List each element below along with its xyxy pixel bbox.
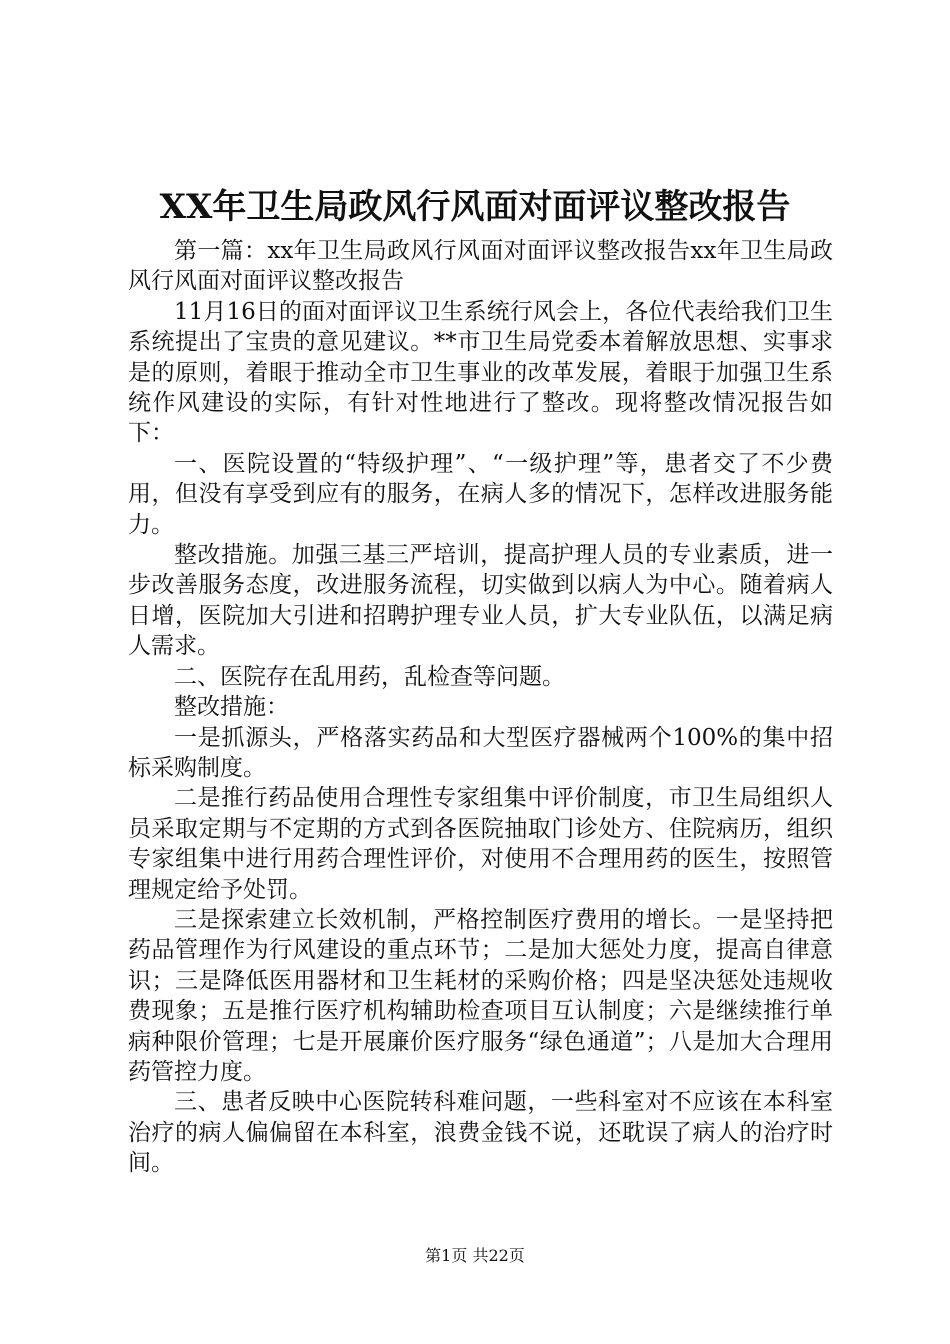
paragraph-4: 整改措施。加强三基三严培训，提高护理人员的专业素质，进一步改善服务态度，改进服务流程，切实做到以病人为中心。随着病人日增，医院加大引进和招聘护理专业人员，扩大专业队伍，以满足病人需求。 xyxy=(128,542,833,660)
paragraph-7: 一是抓源头，严格落实药品和大型医疗器械两个100%的集中招标采购制度。 xyxy=(128,724,833,781)
document-body xyxy=(128,236,833,1179)
page-footer: 第1页 共22页 xyxy=(425,1246,525,1265)
paragraph-3: 一、医院设置的“特级护理”、“一级护理”等，患者交了不少费用，但没有享受到应有的服务，在病人多的情况下，怎样改进服务能力。 xyxy=(128,450,833,538)
paragraph-1: 第一篇：xx年卫生局政风行风面对面评议整改报告xx年卫生局政风行风面对面评议整改报告 xyxy=(128,238,833,295)
paragraph-5: 二、医院存在乱用药，乱检查等问题。 xyxy=(174,663,565,690)
document-title: XX年卫生局政风行风面对面评议整改报告 xyxy=(159,187,791,227)
paragraph-9: 三是探索建立长效机制，严格控制医疗费用的增长。一是坚持把药品管理作为行风建设的重点环节；二是加大惩处力度，提高自律意识；三是降低医用器材和卫生耗材的采购价格；四是坚决惩处违规收费现象；五是推行医疗机构辅助检查项目互认制度；六是继续推行单病种限价管理；七是开展廉价医疗服务“绿色通道”；八是加大合理用药管控力度。 xyxy=(128,906,833,1085)
paragraph-6: 整改措施： xyxy=(174,694,289,721)
paragraph-8: 二是推行药品使用合理性专家组集中评价制度，市卫生局组织人员采取定期与不定期的方式到各医院抽取门诊处方、住院病历，组织专家组集中进行用药合理性评价，对使用不合理用药的医生，按照管理规定给予处罚。 xyxy=(128,785,833,903)
paragraph-2: 11月16日的面对面评议卫生系统行风会上，各位代表给我们卫生系统提出了宝贵的意见建议。**市卫生局党委本着解放思想、实事求是的原则，着眼于推动全市卫生事业的改革发展，着眼于加强卫生系统作风建设的实际，有针对性地进行了整改。现将整改情况报告如下： xyxy=(128,298,833,447)
paragraph-10: 三、患者反映中心医院转科难问题，一些科室对不应该在本科室治疗的病人偏偏留在本科室，浪费金钱不说，还耽误了病人的治疗时间。 xyxy=(128,1089,833,1177)
